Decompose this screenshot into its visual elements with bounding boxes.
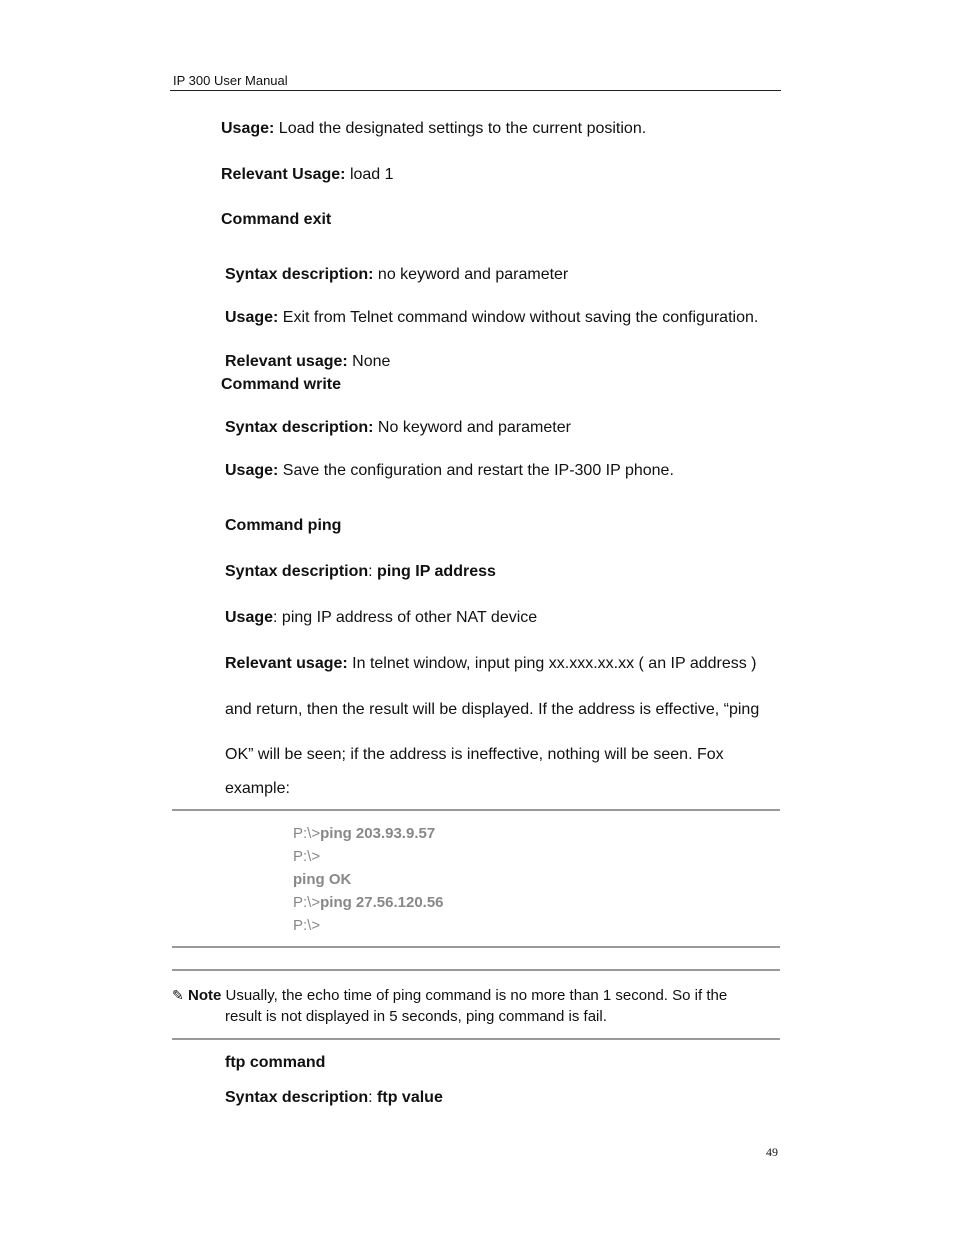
pencil-icon: ✎ (172, 987, 184, 1003)
code-line-2: P:\> (293, 848, 321, 865)
write-usage-line: Usage: Save the configuration and restart the IP-300 IP phone. (225, 462, 674, 479)
exit-usage-line: Usage: Exit from Telnet command window without saving the configuration. (225, 309, 759, 326)
code-line-4: P:\>ping 27.56.120.56 (293, 894, 444, 911)
code-line-1: P:\>ping 203.93.9.57 (293, 825, 436, 842)
note-line-2: result is not displayed in 5 seconds, ping command is fail. (225, 1008, 607, 1025)
ftp-command-heading: ftp command (225, 1054, 326, 1071)
command-write-heading: Command write (221, 376, 342, 393)
relevant-usage-label: Relevant Usage: (221, 166, 346, 183)
header-divider (170, 90, 781, 91)
ping-syntax-line: Syntax description: ping IP address (225, 563, 496, 580)
note-top-rule (172, 969, 780, 971)
ping-usage-line: Usage: ping IP address of other NAT device (225, 609, 538, 626)
ping-relevant-usage-line-3: OK” will be seen; if the address is ineffective, nothing will be seen. Fox (225, 746, 724, 763)
exit-syntax-line: Syntax description: no keyword and parameter (225, 266, 569, 283)
load-relevant-usage-line (221, 165, 394, 185)
page-header-title: IP 300 User Manual (173, 73, 288, 88)
code-line-5: P:\> (293, 917, 321, 934)
code-block-bottom-rule (172, 946, 780, 948)
page-number: 49 (766, 1145, 778, 1159)
code-block-top-rule (172, 809, 780, 811)
note-line-1: ✎ Note Usually, the echo time of ping command is no more than 1 second. So if the (172, 987, 728, 1004)
note-bottom-rule (172, 1038, 780, 1040)
usage-label: Usage: (221, 120, 275, 137)
relevant-usage-text: load 1 (345, 166, 394, 183)
ping-relevant-usage-line-4: example: (225, 780, 290, 797)
exit-relevant-usage-line: Relevant usage: None (225, 353, 391, 370)
ping-relevant-usage-line-2: and return, then the result will be displayed. If the address is effective, “ping (225, 701, 760, 718)
code-line-3: ping OK (293, 871, 352, 888)
usage-text: Load the designated settings to the current position. (274, 120, 647, 137)
write-syntax-line: Syntax description: No keyword and parameter (225, 419, 571, 436)
load-usage-line (221, 119, 646, 139)
ftp-syntax-line: Syntax description: ftp value (225, 1089, 443, 1106)
command-ping-heading: Command ping (225, 517, 342, 534)
note-label: Note (188, 987, 222, 1004)
ping-relevant-usage-line-1: Relevant usage: In telnet window, input ping xx.xxx.xx.xx ( an IP address ) (225, 655, 757, 672)
command-exit-heading: Command exit (221, 211, 332, 228)
